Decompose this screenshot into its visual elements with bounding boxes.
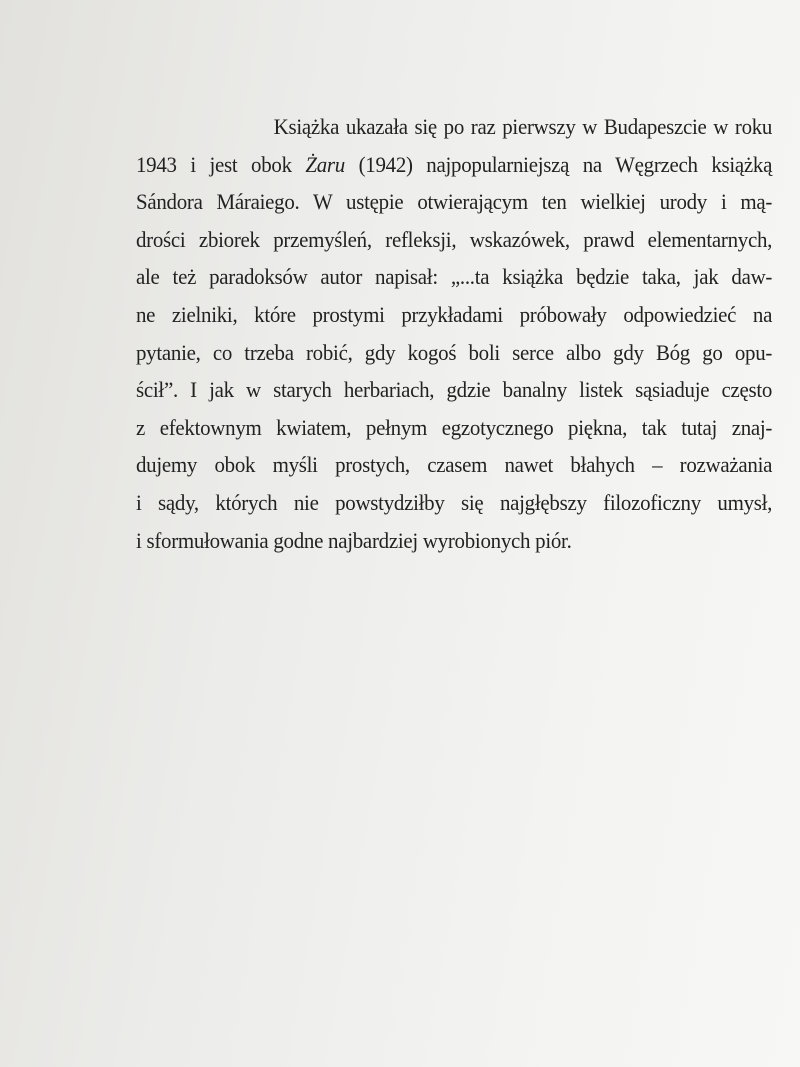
text-line-2-start: 1943 i jest obok [136,151,306,177]
text-line-10: dujemy obok myśli prostych, czasem nawet błahych – rozważania [136,452,773,478]
text-line-2 [136,146,772,184]
text-line-12: i sformułowania godne najbardziej wyrobionych piór. [136,527,572,553]
description-paragraph [136,108,772,559]
text-line-11: i sądy, których nie powstydziłby się najgłębszy filozoficzny umysł, [136,489,773,515]
text-line-9: z efektownym kwiatem, pełnym egzotycznego piękna, tak tutaj znaj- [136,414,773,440]
text-line-7: pytanie, co trzeba robić, gdy kogoś boli serce albo gdy Bóg go opu- [136,339,773,365]
text-line-8: ścił”. I jak w starych herbariach, gdzie banalny listek sąsiaduje często [136,377,773,403]
text-line-3: Sándora Máraiego. W ustępie otwierającym ten wielkiej urody i mą- [136,189,773,215]
text-line-2-end: (1942) najpopularniejszą na Węgrzech książką [344,151,773,177]
text-line-6: ne zielniki, które prostymi przykładami próbowały odpowiedzieć na [136,301,773,327]
text-line-5: ale też paradoksów autor napisał: „...ta książka będzie taka, jak daw- [136,264,773,290]
book-title-zar: Żaru [305,151,345,177]
text-line-4: drości zbiorek przemyśleń, refleksji, wskazówek, prawd elementarnych, [136,226,773,252]
text-line-1: Książka ukazała się po raz pierwszy w Budapeszcie w roku [273,114,773,139]
